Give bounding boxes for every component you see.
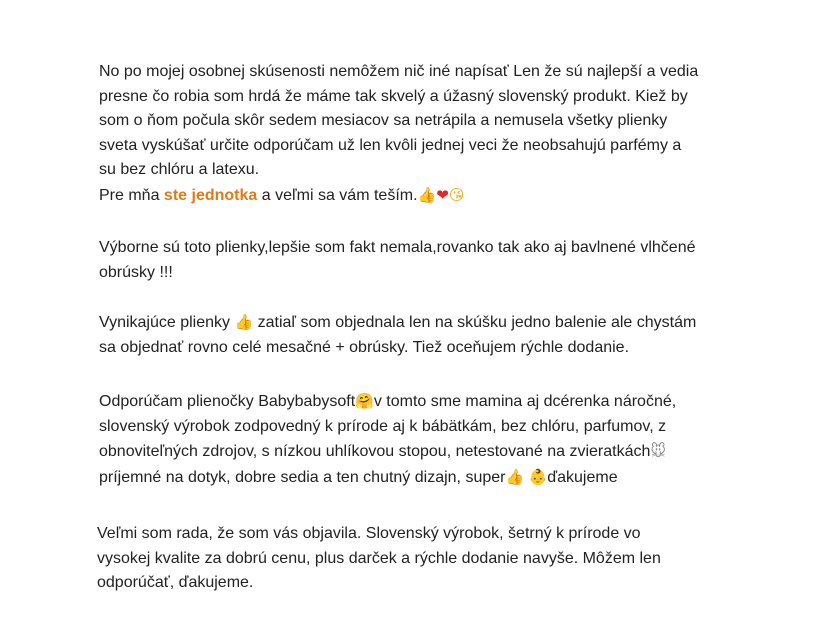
review-1-line-5: su bez chlóru a latexu. [99, 161, 260, 178]
review-2 [99, 236, 789, 285]
review-4-line-1-pre: Odporúčam plienočky Babybabysoft [99, 393, 356, 410]
review-1-line-6-post: a veľmi sa vám teším. [257, 186, 418, 204]
baby-icon: 👶 [528, 467, 548, 486]
review-5-line-3: odporúčať, ďakujeme. [97, 574, 254, 591]
thumbs-up-icon: 👍 [417, 185, 437, 204]
review-1-line-4: sveta vyskúšať určite odporúčam už len kvôli jednej veci že neobsahujú parfémy a [99, 136, 682, 154]
hugging-face-icon: 🤗 [355, 392, 374, 410]
kiss-face-icon: 😘 [448, 185, 465, 204]
mouse-face-icon: 🐭 [650, 442, 667, 460]
thumbs-up-icon: 👍 [505, 467, 525, 486]
review-3-line-1-post: zatiaľ som objednala len na skúšku jedno balenie ale chystám [253, 314, 697, 331]
review-3 [99, 310, 789, 360]
review-5 [97, 522, 787, 596]
review-4-line-4-pre: príjemné na dotyk, dobre sedia a ten chutný dizajn, super [99, 468, 506, 486]
review-4-line-2: slovenský výrobok zodpovedný k prírode aj k bábätkám, bez chlóru, parfumov, z [99, 417, 667, 435]
review-1-line-2: presne čo robia som hrdá že máme tak skvelý a úžasný slovenský produkt. Kiež by [99, 87, 688, 105]
review-2-line-1: Výborne sú toto plienky,lepšie som fakt nemala,rovanko tak ako aj bavlnené vlhčené [99, 239, 696, 256]
review-5-line-1: Veľmi som rada, že som vás objavila. Slovenský výrobok, šetrný k prírode vo [97, 525, 641, 542]
review-4-line-4-post: ďakujeme [547, 468, 618, 486]
review-4-line-1-post: v tomto sme mamina aj dcérenka náročné, [373, 393, 677, 410]
review-4-line-3-pre: obnoviteľných zdrojov, s nízkou uhlíkovou stopou, netestované na zvieratkách [99, 443, 651, 460]
review-4 [99, 389, 789, 490]
review-2-line-2: obrúsky !!! [99, 263, 173, 281]
review-1-line-6-pre: Pre mňa [99, 186, 164, 204]
thumbs-up-icon: 👍 [234, 313, 254, 331]
review-1-line-3: som o ňom počula skôr sedem mesiacov sa netrápila a nemusela všetky plienky [99, 112, 668, 129]
review-1 [99, 60, 789, 208]
review-3-line-2: sa objednať rovno celé mesačné + obrúsky. Tiež oceňujem rýchle dodanie. [99, 338, 630, 356]
review-5-line-2: vysokej kvalite za dobrú cenu, plus darček a rýchle dodanie navyše. Môžem len [97, 549, 661, 567]
review-1-line-1: No po mojej osobnej skúsenosti nemôžem nič iné napísať Len že sú najlepší a vedia [99, 63, 699, 80]
review-1-highlight: ste jednotka [163, 186, 258, 204]
review-3-line-1-pre: Vynikajúce plienky [99, 314, 235, 331]
heart-icon: ❤ [436, 185, 449, 204]
